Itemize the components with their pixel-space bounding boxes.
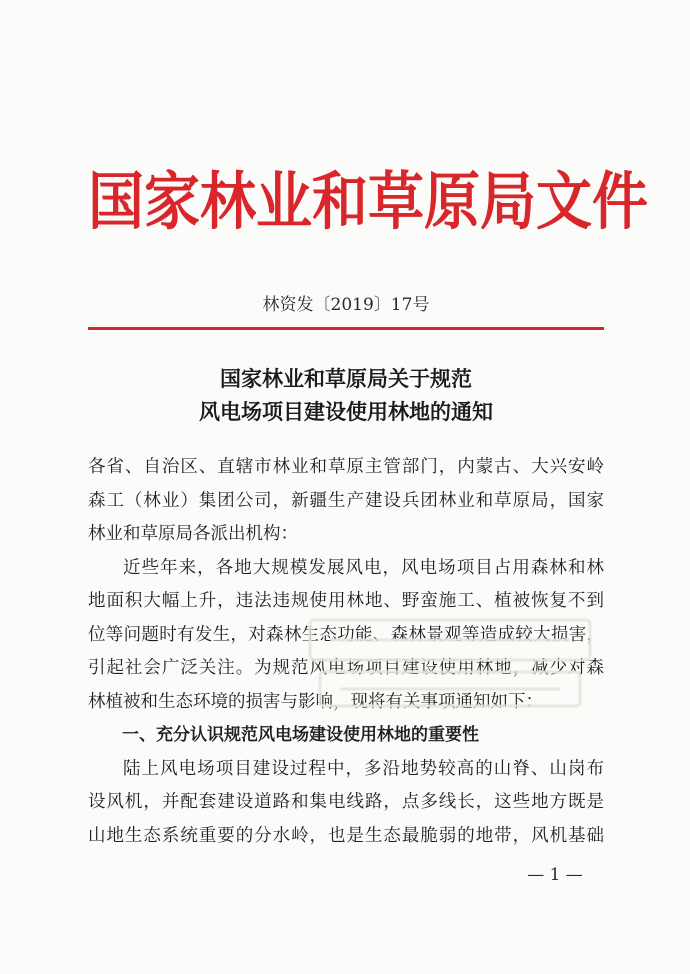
body-line: 近些年来，各地大规模发展风电，风电场项目占用森林和林: [123, 557, 604, 578]
document-body: [88, 451, 604, 853]
body-line: 林业和草原局各派出机构：: [88, 524, 298, 544]
body-line: 陆上风电场项目建设过程中，多沿地势较高的山脊、山岗布: [123, 758, 604, 779]
body-line: 设风机，并配套建设道路和集电线路，点多线长，这些地方既是: [88, 792, 604, 812]
page-number: — 1 —: [527, 865, 583, 885]
body-line: 位等问题时有发生，对森林生态功能、森林景观等造成较大损害，: [88, 624, 604, 645]
notice-title-line-1: 国家林业和草原局关于规范: [220, 366, 472, 391]
notice-title: [88, 362, 604, 428]
red-divider-rule: [88, 327, 604, 330]
masthead-title: 国家林业和草原局文件: [88, 165, 648, 239]
body-line: 山地生态系统重要的分水岭，也是生态最脆弱的地带，风机基础: [88, 825, 604, 846]
notice-title-line-2: 风电场项目建设使用林地的通知: [199, 399, 493, 424]
body-line: 引起社会广泛关注。为规范风电场项目建设使用林地，减少对森: [88, 658, 604, 678]
document-number: 林资发〔2019〕17号: [262, 295, 430, 315]
section-heading: 一、充分认识规范风电场建设使用林地的重要性: [122, 725, 479, 745]
body-line: 林植被和生态环境的损害与影响，现将有关事项通知如下：: [88, 691, 543, 712]
body-line: 森工（林业）集团公司，新疆生产建设兵团林业和草原局，国家: [88, 490, 604, 511]
body-line: 地面积大幅上升，违法违规使用林地、野蛮施工、植被恢复不到: [88, 591, 604, 611]
body-line: 各省、自治区、直辖市林业和草原主管部门，内蒙古、大兴安岭: [88, 457, 604, 477]
